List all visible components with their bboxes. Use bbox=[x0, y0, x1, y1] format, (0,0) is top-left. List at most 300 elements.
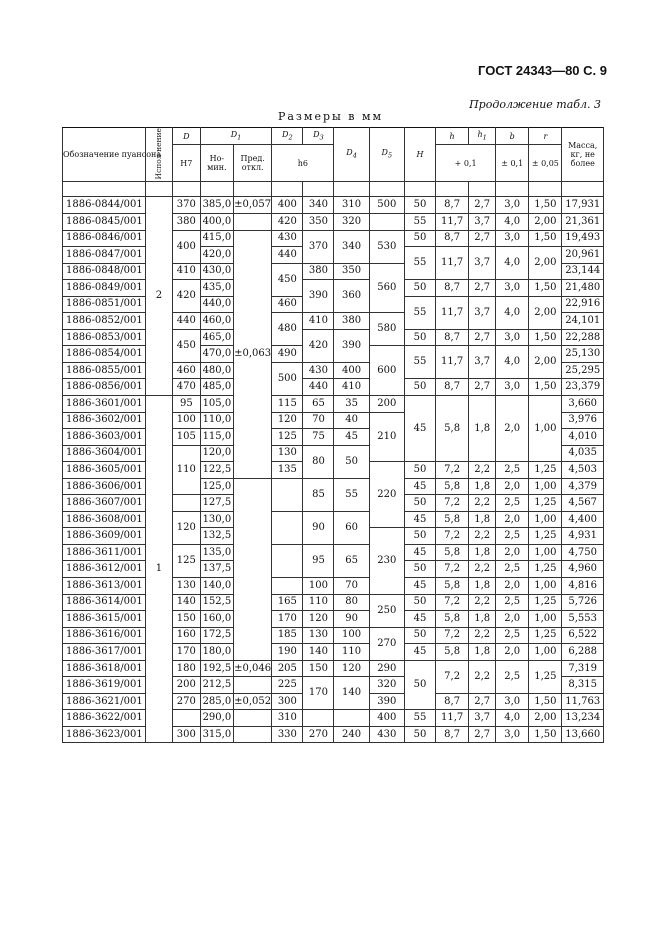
table-cell bbox=[272, 544, 303, 577]
table-cell: 420 bbox=[272, 213, 303, 230]
table-cell: 4,0 bbox=[496, 346, 529, 379]
designation-cell: 1886-0853/001 bbox=[63, 329, 146, 346]
col-h1: $h_1$ bbox=[469, 128, 496, 145]
table-cell: 13,234 bbox=[562, 710, 604, 727]
table-cell: 440 bbox=[272, 247, 303, 264]
table-cell: 2,00 bbox=[529, 296, 562, 329]
table-cell: 2,00 bbox=[529, 710, 562, 727]
table-cell: 1,25 bbox=[529, 528, 562, 545]
table-cell: 2,5 bbox=[496, 561, 529, 578]
table-cell: 2,2 bbox=[469, 594, 496, 611]
table-cell: 45 bbox=[404, 611, 435, 628]
table-cell: 1,8 bbox=[469, 511, 496, 528]
table-cell: 137,5 bbox=[200, 561, 233, 578]
table-cell: 7,2 bbox=[436, 627, 469, 644]
table-cell: 3,0 bbox=[496, 280, 529, 297]
col-D: D bbox=[172, 128, 200, 145]
table-cell: 125 bbox=[272, 429, 303, 446]
col-mass: Масса, кг, не более bbox=[562, 128, 604, 182]
table-cell: 105 bbox=[172, 429, 200, 446]
table-cell: 2,2 bbox=[469, 561, 496, 578]
table-cell: 350 bbox=[303, 213, 334, 230]
table-cell: 110,0 bbox=[200, 412, 233, 429]
table-continuation-note: Продолжение табл. 3 bbox=[469, 98, 601, 111]
table-cell: 360 bbox=[334, 280, 369, 313]
table-cell: 40 bbox=[334, 412, 369, 429]
table-cell: 470 bbox=[172, 379, 200, 396]
table-cell: 132,5 bbox=[200, 528, 233, 545]
table-cell: 2,5 bbox=[496, 495, 529, 512]
table-cell: 310 bbox=[334, 197, 369, 214]
table-cell: 400 bbox=[272, 197, 303, 214]
table-cell: 2,2 bbox=[469, 495, 496, 512]
table-cell: 2,5 bbox=[496, 627, 529, 644]
table-cell: 140 bbox=[172, 594, 200, 611]
table-cell: 600 bbox=[369, 346, 404, 396]
table-cell: 1,00 bbox=[529, 478, 562, 495]
table-cell: 1,8 bbox=[469, 544, 496, 561]
table-cell: 225 bbox=[272, 677, 303, 694]
table-cell bbox=[172, 710, 200, 727]
table-cell: 105,0 bbox=[200, 396, 233, 413]
table-cell: 370 bbox=[303, 230, 334, 263]
table-cell: 125 bbox=[172, 544, 200, 577]
table-cell: 460,0 bbox=[200, 313, 233, 330]
table-cell: 2,0 bbox=[496, 578, 529, 595]
table-cell: 270 bbox=[369, 627, 404, 660]
table-cell: 22,288 bbox=[562, 329, 604, 346]
table-cell: 50 bbox=[404, 495, 435, 512]
table-cell: 45 bbox=[404, 644, 435, 661]
table-cell: 3,7 bbox=[469, 213, 496, 230]
table-cell: 45 bbox=[404, 511, 435, 528]
table-cell: 460 bbox=[172, 362, 200, 379]
col-D1-nom: Но-мин. bbox=[200, 145, 233, 182]
table-cell: 8,7 bbox=[436, 693, 469, 710]
table-cell: 500 bbox=[369, 197, 404, 214]
table-cell: 55 bbox=[404, 296, 435, 329]
table-cell: 330 bbox=[272, 726, 303, 743]
table-cell: 2,7 bbox=[469, 693, 496, 710]
table-cell: 490 bbox=[272, 346, 303, 363]
table-cell: 220 bbox=[369, 462, 404, 528]
table-cell: 4,010 bbox=[562, 429, 604, 446]
table-cell: 1,25 bbox=[529, 660, 562, 693]
table-cell: 115 bbox=[272, 396, 303, 413]
table-cell: 17,931 bbox=[562, 197, 604, 214]
table-cell: 3,0 bbox=[496, 329, 529, 346]
table-cell: 45 bbox=[334, 429, 369, 446]
table-cell: 580 bbox=[369, 313, 404, 346]
table-cell: 2 bbox=[145, 197, 172, 396]
table-cell: 5,726 bbox=[562, 594, 604, 611]
table-cell: 560 bbox=[369, 263, 404, 313]
table-cell: 80 bbox=[334, 594, 369, 611]
table-cell: 3,7 bbox=[469, 710, 496, 727]
table-cell: 2,7 bbox=[469, 726, 496, 743]
table-cell: 120 bbox=[303, 611, 334, 628]
table-cell: 140 bbox=[303, 644, 334, 661]
table-cell: 205 bbox=[272, 660, 303, 677]
table-row bbox=[63, 710, 604, 727]
table-cell: 1 bbox=[145, 396, 172, 743]
table-cell: 185 bbox=[272, 627, 303, 644]
table-row bbox=[63, 594, 604, 611]
table-cell: 50 bbox=[404, 726, 435, 743]
table-cell: 3,0 bbox=[496, 197, 529, 214]
table-row bbox=[63, 396, 604, 413]
table-cell: 315,0 bbox=[200, 726, 233, 743]
table-cell: 310 bbox=[272, 710, 303, 727]
table-cell: 5,8 bbox=[436, 544, 469, 561]
table-cell: 170 bbox=[172, 644, 200, 661]
table-cell: 50 bbox=[404, 230, 435, 247]
designation-cell: 1886-3618/001 bbox=[63, 660, 146, 677]
table-cell: 1,25 bbox=[529, 561, 562, 578]
table-cell: 35 bbox=[334, 396, 369, 413]
table-row bbox=[63, 478, 604, 495]
table-cell: 7,2 bbox=[436, 462, 469, 479]
table-cell: 3,0 bbox=[496, 230, 529, 247]
col-h: h bbox=[436, 128, 469, 145]
table-cell: 50 bbox=[404, 379, 435, 396]
table-cell: 65 bbox=[334, 544, 369, 577]
designation-cell: 1886-3609/001 bbox=[63, 528, 146, 545]
col-r: r bbox=[529, 128, 562, 145]
table-cell: 530 bbox=[369, 230, 404, 263]
table-cell: 1,50 bbox=[529, 230, 562, 247]
table-cell: 55 bbox=[404, 710, 435, 727]
table-cell: 1,25 bbox=[529, 495, 562, 512]
table-cell: 4,960 bbox=[562, 561, 604, 578]
designation-cell: 1886-3615/001 bbox=[63, 611, 146, 628]
table-cell: 2,2 bbox=[469, 528, 496, 545]
table-cell: 1,50 bbox=[529, 379, 562, 396]
table-cell: 1,00 bbox=[529, 511, 562, 528]
table-cell: 90 bbox=[303, 511, 334, 544]
table-cell: 420 bbox=[172, 280, 200, 313]
table-cell: 172,5 bbox=[200, 627, 233, 644]
table-cell: 11,7 bbox=[436, 346, 469, 379]
table-cell: 80 bbox=[303, 445, 334, 478]
table-cell: 127,5 bbox=[200, 495, 233, 512]
table-cell: 1,00 bbox=[529, 611, 562, 628]
designation-cell: 1886-0849/001 bbox=[63, 280, 146, 297]
designation-cell: 1886-3603/001 bbox=[63, 429, 146, 446]
table-cell: 170 bbox=[272, 611, 303, 628]
table-cell: 2,0 bbox=[496, 396, 529, 462]
table-cell: 400,0 bbox=[200, 213, 233, 230]
table-cell bbox=[272, 511, 303, 544]
table-cell: 50 bbox=[404, 462, 435, 479]
table-cell: 50 bbox=[334, 445, 369, 478]
table-cell: 85 bbox=[303, 478, 334, 511]
table-cell: 370 bbox=[172, 197, 200, 214]
table-cell: 435,0 bbox=[200, 280, 233, 297]
table-cell: 2,2 bbox=[469, 462, 496, 479]
table-cell: 45 bbox=[404, 396, 435, 462]
table-cell: ±0,046 bbox=[233, 660, 271, 677]
col-b-tol: ± 0,1 bbox=[496, 145, 529, 182]
table-cell: 480 bbox=[272, 313, 303, 346]
table-cell: 3,0 bbox=[496, 693, 529, 710]
designation-cell: 1886-3606/001 bbox=[63, 478, 146, 495]
table-cell: 4,035 bbox=[562, 445, 604, 462]
table-cell: 430 bbox=[303, 362, 334, 379]
table-cell: 300 bbox=[272, 693, 303, 710]
table-cell: 410 bbox=[303, 313, 334, 330]
table-cell: 1,00 bbox=[529, 544, 562, 561]
table-cell: 240 bbox=[334, 726, 369, 743]
table-cell: 285,0 bbox=[200, 693, 233, 710]
table-row bbox=[63, 578, 604, 595]
table-cell: 500 bbox=[272, 362, 303, 395]
table-cell: 11,7 bbox=[436, 213, 469, 230]
table-cell: 55 bbox=[404, 247, 435, 280]
table-row bbox=[63, 197, 604, 214]
table-cell: 290,0 bbox=[200, 710, 233, 727]
col-usage: Испол-нение bbox=[145, 128, 172, 182]
col-hh1-tol: + 0,1 bbox=[436, 145, 496, 182]
designation-cell: 1886-3614/001 bbox=[63, 594, 146, 611]
table-row bbox=[63, 644, 604, 661]
table-cell: 1,50 bbox=[529, 693, 562, 710]
table-cell: 250 bbox=[369, 594, 404, 627]
table-cell: 300 bbox=[172, 726, 200, 743]
table-cell: 4,0 bbox=[496, 710, 529, 727]
table-cell: 2,7 bbox=[469, 329, 496, 346]
table-cell: 1,50 bbox=[529, 726, 562, 743]
table-cell: 2,0 bbox=[496, 511, 529, 528]
table-cell: 1,8 bbox=[469, 644, 496, 661]
table-cell bbox=[233, 213, 271, 230]
table-cell: 95 bbox=[303, 544, 334, 577]
designation-cell: 1886-3612/001 bbox=[63, 561, 146, 578]
table-cell: 135,0 bbox=[200, 544, 233, 561]
table-cell: 11,7 bbox=[436, 247, 469, 280]
designation-cell: 1886-3605/001 bbox=[63, 462, 146, 479]
table-row bbox=[63, 726, 604, 743]
table-cell: 340 bbox=[334, 230, 369, 263]
table-cell: 4,931 bbox=[562, 528, 604, 545]
table-cell: 410 bbox=[172, 263, 200, 280]
table-cell: 4,567 bbox=[562, 495, 604, 512]
designation-cell: 1886-3601/001 bbox=[63, 396, 146, 413]
table-cell: 45 bbox=[404, 478, 435, 495]
table-cell: 3,660 bbox=[562, 396, 604, 413]
col-b: b bbox=[496, 128, 529, 145]
table-cell: 5,553 bbox=[562, 611, 604, 628]
table-cell: 65 bbox=[303, 396, 334, 413]
table-cell: 4,503 bbox=[562, 462, 604, 479]
table-cell: 485,0 bbox=[200, 379, 233, 396]
table-cell bbox=[233, 677, 271, 694]
table-cell: 1,00 bbox=[529, 644, 562, 661]
table-cell: 212,5 bbox=[200, 677, 233, 694]
table-cell: 180 bbox=[172, 660, 200, 677]
table-cell: 95 bbox=[172, 396, 200, 413]
table-cell: 110 bbox=[303, 594, 334, 611]
table-cell: 122,5 bbox=[200, 462, 233, 479]
table-cell: 230 bbox=[369, 528, 404, 594]
table-cell: 45 bbox=[404, 578, 435, 595]
table-cell: 4,0 bbox=[496, 247, 529, 280]
table-cell: 7,2 bbox=[436, 561, 469, 578]
table-cell: 13,660 bbox=[562, 726, 604, 743]
table-cell: 450 bbox=[172, 329, 200, 362]
table-cell: 110 bbox=[334, 644, 369, 661]
table-cell: 3,0 bbox=[496, 726, 529, 743]
table-cell: 5,8 bbox=[436, 611, 469, 628]
table-cell: ±0,052 bbox=[233, 693, 271, 710]
table-cell: 390 bbox=[369, 693, 404, 710]
table-cell: 7,319 bbox=[562, 660, 604, 677]
table-cell: 25,130 bbox=[562, 346, 604, 363]
table-cell: 2,0 bbox=[496, 644, 529, 661]
table-cell: 2,7 bbox=[469, 379, 496, 396]
table-cell: 4,400 bbox=[562, 511, 604, 528]
table-cell: 55 bbox=[404, 346, 435, 379]
table-cell: 400 bbox=[172, 230, 200, 263]
table-cell: 140 bbox=[334, 677, 369, 710]
table-cell: 120 bbox=[334, 660, 369, 677]
table-cell: 135 bbox=[272, 462, 303, 479]
table-cell: 2,2 bbox=[469, 660, 496, 693]
table-cell: 100 bbox=[334, 627, 369, 644]
designation-cell: 1886-0848/001 bbox=[63, 263, 146, 280]
table-cell: 23,144 bbox=[562, 263, 604, 280]
table-row bbox=[63, 544, 604, 561]
table-cell: 130,0 bbox=[200, 511, 233, 528]
table-cell: 8,7 bbox=[436, 280, 469, 297]
table-cell: 415,0 bbox=[200, 230, 233, 247]
table-cell: 470,0 bbox=[200, 346, 233, 363]
table-cell: 6,288 bbox=[562, 644, 604, 661]
table-cell: 4,379 bbox=[562, 478, 604, 495]
table-cell: 4,0 bbox=[496, 213, 529, 230]
col-D23-tol: h6 bbox=[272, 145, 334, 182]
col-D5: $D_5$ bbox=[369, 128, 404, 182]
table-cell: 115,0 bbox=[200, 429, 233, 446]
table-cell: 2,2 bbox=[469, 627, 496, 644]
table-cell: 390 bbox=[334, 329, 369, 362]
table-cell: 100 bbox=[303, 578, 334, 595]
table-cell: 7,2 bbox=[436, 594, 469, 611]
table-cell bbox=[233, 478, 271, 660]
table-cell: 380 bbox=[303, 263, 334, 280]
table-cell: 11,7 bbox=[436, 710, 469, 727]
table-row bbox=[63, 660, 604, 677]
table-cell: 1,25 bbox=[529, 627, 562, 644]
table-cell: 6,522 bbox=[562, 627, 604, 644]
table-cell: 2,0 bbox=[496, 611, 529, 628]
designation-cell: 1886-3619/001 bbox=[63, 677, 146, 694]
table-cell: 70 bbox=[334, 578, 369, 595]
table-cell: ±0,063 bbox=[233, 230, 271, 478]
table-cell: 120 bbox=[272, 412, 303, 429]
table-cell: 3,0 bbox=[496, 379, 529, 396]
table-cell: 390 bbox=[303, 280, 334, 313]
table-cell: 1,8 bbox=[469, 396, 496, 462]
table-cell: 150 bbox=[172, 611, 200, 628]
table-cell: 290 bbox=[369, 660, 404, 677]
table-cell: 24,101 bbox=[562, 313, 604, 330]
table-cell: 2,7 bbox=[469, 230, 496, 247]
table-cell: 1,25 bbox=[529, 462, 562, 479]
table-cell: 140,0 bbox=[200, 578, 233, 595]
col-D-tol: H7 bbox=[172, 145, 200, 182]
table-cell: 21,480 bbox=[562, 280, 604, 297]
table-cell: 150 bbox=[303, 660, 334, 677]
table-cell: 130 bbox=[172, 578, 200, 595]
table-cell: 430 bbox=[272, 230, 303, 247]
table-cell: 2,5 bbox=[496, 660, 529, 693]
designation-cell: 1886-0852/001 bbox=[63, 313, 146, 330]
table-cell: 165 bbox=[272, 594, 303, 611]
table-cell bbox=[172, 495, 200, 512]
table-cell: 8,315 bbox=[562, 677, 604, 694]
table-cell bbox=[233, 726, 271, 743]
table-cell: 8,7 bbox=[436, 329, 469, 346]
table-cell: 50 bbox=[404, 197, 435, 214]
table-cell: 380 bbox=[334, 313, 369, 330]
table-cell: 190 bbox=[272, 644, 303, 661]
table-cell: 7,2 bbox=[436, 495, 469, 512]
table-cell: 1,8 bbox=[469, 578, 496, 595]
table-cell: 2,5 bbox=[496, 462, 529, 479]
table-cell: 3,7 bbox=[469, 346, 496, 379]
table-cell: 1,8 bbox=[469, 478, 496, 495]
table-cell: 420,0 bbox=[200, 247, 233, 264]
designation-cell: 1886-0847/001 bbox=[63, 247, 146, 264]
table-cell: 170 bbox=[303, 677, 334, 710]
col-D1-dev: Пред. откл. bbox=[233, 145, 271, 182]
table-row bbox=[63, 329, 604, 346]
designation-cell: 1886-3607/001 bbox=[63, 495, 146, 512]
table-cell: 4,750 bbox=[562, 544, 604, 561]
designation-cell: 1886-3622/001 bbox=[63, 710, 146, 727]
table-body bbox=[63, 197, 604, 743]
table-cell: 50 bbox=[404, 561, 435, 578]
table-cell: 8,7 bbox=[436, 726, 469, 743]
units-caption: Размеры в мм bbox=[277, 110, 384, 123]
table-cell: 5,8 bbox=[436, 396, 469, 462]
table-cell: 45 bbox=[404, 544, 435, 561]
table-cell: 410 bbox=[334, 379, 369, 396]
col-designation: Обозначение пуансона bbox=[63, 128, 146, 182]
table-cell: 11,7 bbox=[436, 296, 469, 329]
table-cell: 1,8 bbox=[469, 611, 496, 628]
designation-cell: 1886-3608/001 bbox=[63, 511, 146, 528]
table-row bbox=[63, 611, 604, 628]
table-cell: 480,0 bbox=[200, 362, 233, 379]
designation-cell: 1886-0846/001 bbox=[63, 230, 146, 247]
table-cell: 460 bbox=[272, 296, 303, 313]
table-cell: 22,916 bbox=[562, 296, 604, 313]
table-cell: 5,8 bbox=[436, 478, 469, 495]
table-cell: 1,50 bbox=[529, 329, 562, 346]
table-row bbox=[63, 511, 604, 528]
table-cell: 1,50 bbox=[529, 280, 562, 297]
table-cell: 75 bbox=[303, 429, 334, 446]
table-cell: 5,8 bbox=[436, 578, 469, 595]
table-cell: 400 bbox=[334, 362, 369, 379]
page-header: ГОСТ 24343—80 С. 9 bbox=[478, 63, 607, 78]
table-cell: 270 bbox=[303, 726, 334, 743]
table-cell bbox=[272, 578, 303, 595]
table-cell: 2,0 bbox=[496, 478, 529, 495]
table-cell: 125,0 bbox=[200, 478, 233, 495]
